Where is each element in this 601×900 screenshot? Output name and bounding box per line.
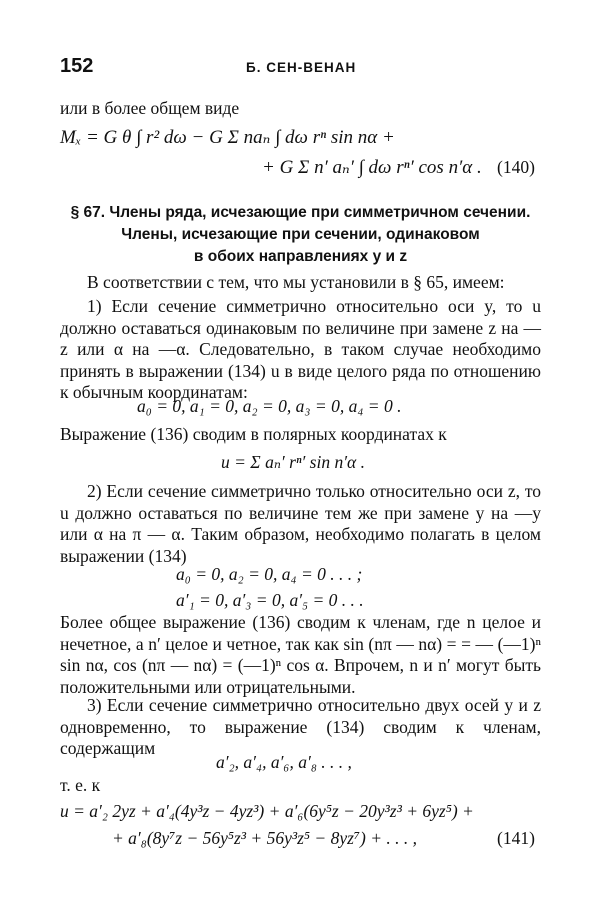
equation-141-line1: u = a′₂ 2yz + a′₄(4y³z − 4yz³) + a′₆(6y⁵z − 20y³z³ + 6yz⁵) + (60, 801, 474, 821)
equation-140-line1: Mₓ = G θ ∫ r² dω − G Σ naₙ ∫ dω rⁿ sin nα + (60, 127, 395, 148)
paragraph-intro-65: В соответствии с тем, что мы установили в § 65, имеем: (87, 272, 505, 292)
equation-141-line2: + a′₈(8y⁷z − 56y⁵z³ + 56y³z⁵ − 8yz⁷) + . . . , (112, 828, 418, 848)
equation-141-number: (141) (497, 828, 535, 848)
section-heading-line3: в обоих направлениях y и z (193, 248, 408, 265)
paragraph-polar: Выражение (136) сводим в полярных координатах к (60, 424, 447, 444)
paragraph-case-2: 2) Если сечение симметрично только относительно оси z, то u должно оставаться по величине тем же при замене y на —y или α на π — α. Таким образом, необходимо полагать в целом выражении (134) (60, 481, 541, 566)
page-number: 152 (60, 55, 94, 77)
section-heading-line1: § 67. Члены ряда, исчезающие при симметричном сечении. (70, 204, 531, 221)
equation-b-line1: a₀ = 0, a₂ = 0, a₄ = 0 . . . ; (176, 564, 363, 584)
equation-b-line2: a′₁ = 0, a′₃ = 0, a′₅ = 0 . . . (176, 590, 364, 610)
paragraph-case-1: 1) Если сечение симметрично относительно оси y, то u должно оставаться одинаковым по величине при замене z на —z или α на —α. Следовательно, в таком случае необходимо принять в выражении (134) u в виде целого ряда по отношению к обычным координатам: (60, 296, 541, 403)
equation-a-zero: a₀ = 0, a₁ = 0, a₂ = 0, a₃ = 0, a₄ = 0 . (137, 396, 402, 416)
equation-u-sin: u = Σ aₙ′ rⁿ′ sin n′α . (221, 452, 365, 472)
paragraph-general: Более общее выражение (136) сводим к членам, где n целое и нечетное, а n′ целое и четное, так как sin (nπ — nα) = = — (—1)ⁿ sin nα, cos (nπ — nα) = (—1)ⁿ cos α. Впрочем, n и n′ могут быть положительными или отрицательными. (60, 612, 541, 697)
equation-140-line2: + G Σ n′ aₙ′ ∫ dω rⁿ′ cos n′α . (262, 157, 482, 178)
equation-140-number: (140) (497, 157, 535, 177)
equation-a-primes: a′₂, a′₄, a′₆, a′₈ . . . , (216, 752, 352, 772)
intro-text: или в более общем виде (60, 98, 240, 118)
paragraph-case-3: 3) Если сечение симметрично относительно двух осей y и z одновременно, то выражение (134) сводим к членам, содержащим (60, 695, 541, 759)
section-heading-line2: Члены, исчезающие при сечении, одинаковом (121, 226, 480, 243)
running-title: Б. СЕН-ВЕНАН (246, 60, 357, 75)
text-that-is: т. е. к (60, 775, 101, 795)
